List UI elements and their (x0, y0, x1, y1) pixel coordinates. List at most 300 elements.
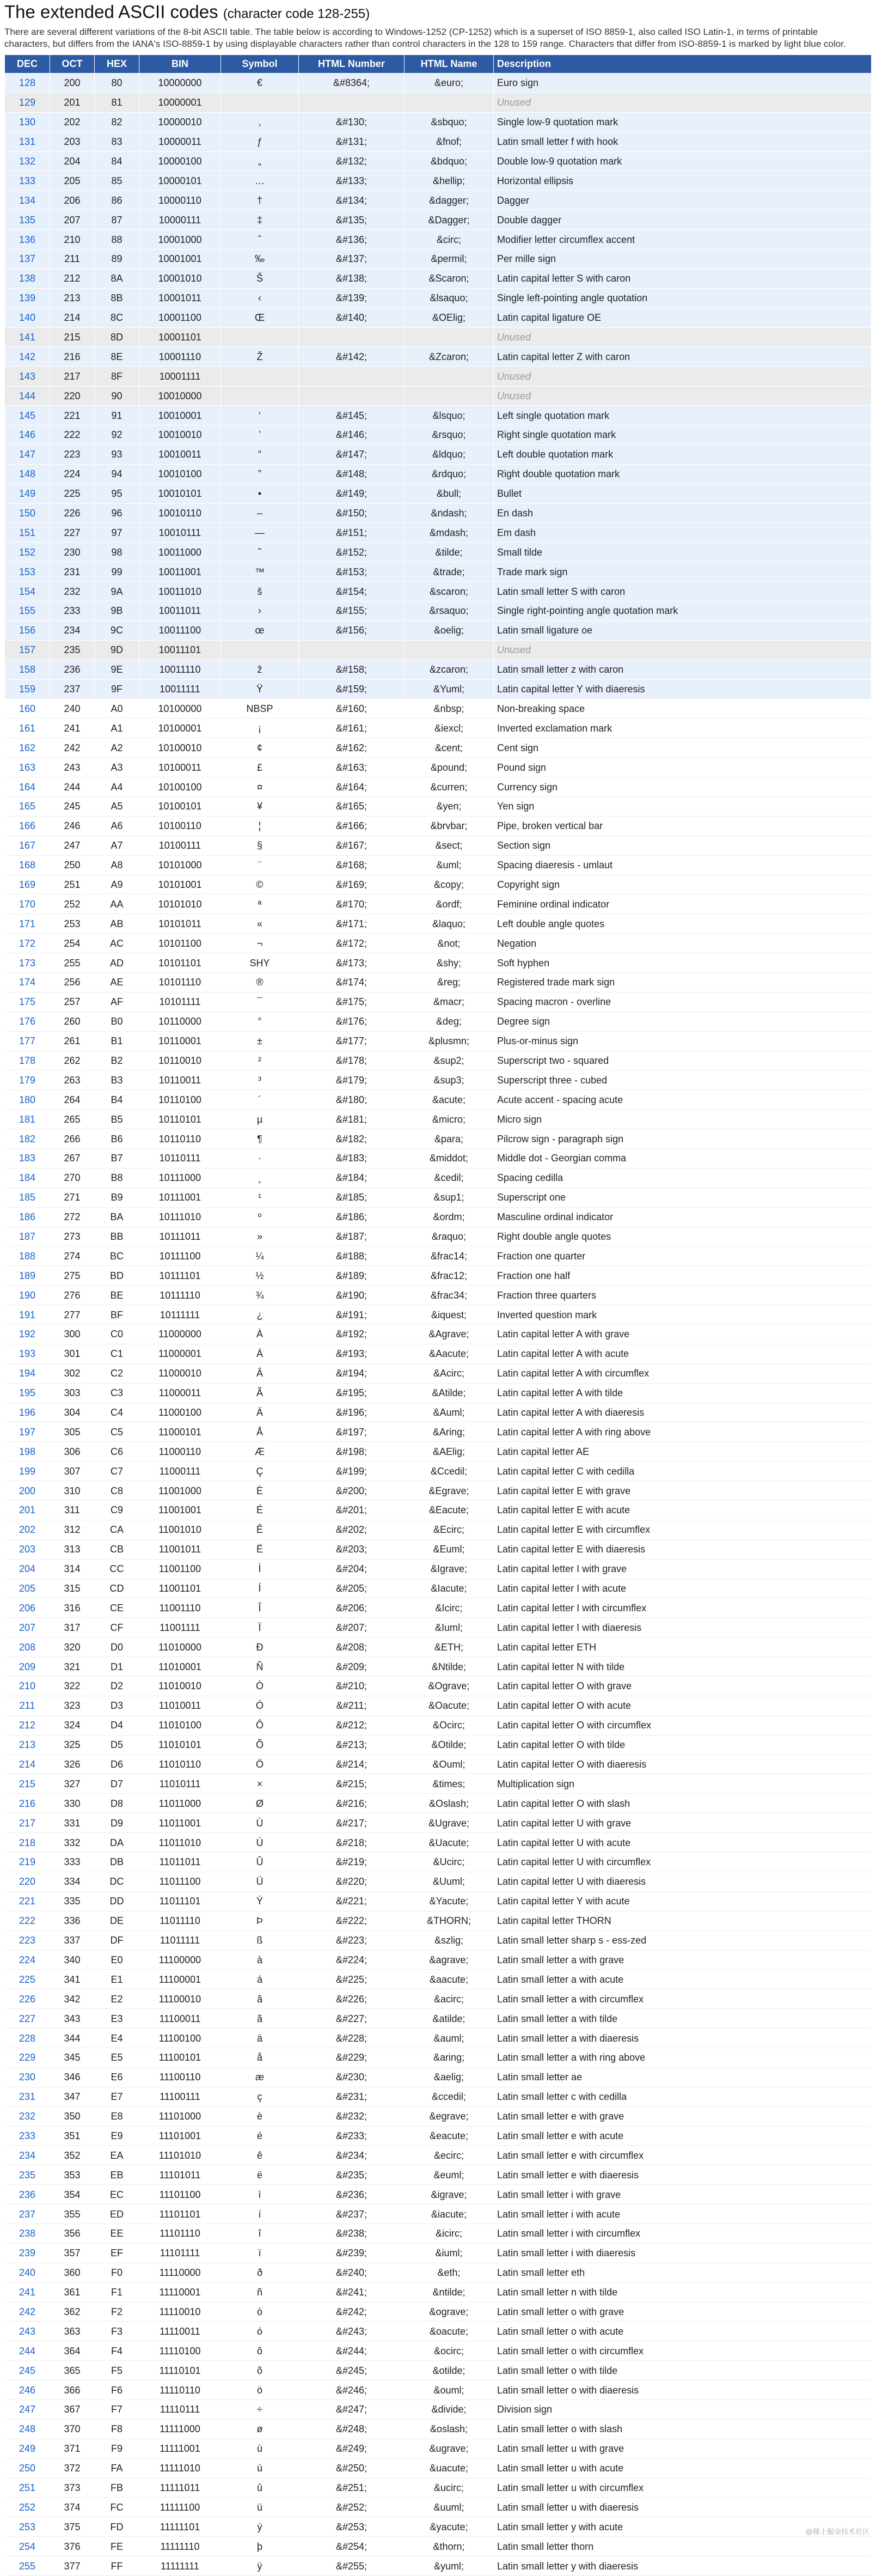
cell-hex: CE (95, 1598, 139, 1618)
cell-bin: 10000011 (139, 132, 221, 151)
cell-html-number: &#185; (299, 1187, 405, 1207)
cell-description: Pound sign (494, 758, 872, 777)
cell-dec: 232 (5, 2106, 50, 2126)
cell-html-number: &#227; (299, 2009, 405, 2029)
cell-dec: 224 (5, 1950, 50, 1970)
cell-oct: 273 (50, 1227, 95, 1246)
cell-description: Latin capital letter A with diaeresis (494, 1403, 872, 1422)
cell-bin: 10001010 (139, 269, 221, 288)
cell-symbol: ¥ (221, 796, 299, 816)
cell-oct: 333 (50, 1853, 95, 1872)
cell-symbol: ¢ (221, 738, 299, 758)
cell-dec: 149 (5, 484, 50, 503)
cell-dec: 204 (5, 1559, 50, 1579)
cell-dec: 177 (5, 1031, 50, 1051)
table-row (5, 1735, 872, 1755)
cell-html-number: &#217; (299, 1813, 405, 1833)
cell-hex: E8 (95, 2106, 139, 2126)
cell-bin: 10110110 (139, 1129, 221, 1149)
cell-hex: F0 (95, 2263, 139, 2282)
cell-html-number: &#146; (299, 425, 405, 445)
cell-description: Latin capital letter I with circumflex (494, 1598, 872, 1618)
cell-dec: 220 (5, 1872, 50, 1891)
cell-bin: 10100100 (139, 777, 221, 797)
cell-html-number: &#173; (299, 953, 405, 973)
cell-html-name: &Ouml; (405, 1755, 494, 1774)
cell-symbol: ‡ (221, 210, 299, 230)
cell-description: Latin small letter i with acute (494, 2204, 872, 2224)
title-text: The extended ASCII codes (4, 2, 218, 22)
cell-oct: 260 (50, 1012, 95, 1031)
cell-html-number: &#249; (299, 2439, 405, 2458)
cell-html-number: &#243; (299, 2322, 405, 2341)
cell-dec: 205 (5, 1579, 50, 1598)
cell-symbol: ä (221, 2029, 299, 2048)
cell-description: Latin small letter thorn (494, 2537, 872, 2556)
cell-hex: EA (95, 2146, 139, 2165)
cell-html-number: &#219; (299, 1853, 405, 1872)
cell-oct: 331 (50, 1813, 95, 1833)
cell-symbol: å (221, 2048, 299, 2067)
cell-html-name: &fnof; (405, 132, 494, 151)
cell-html-name: &ograve; (405, 2302, 494, 2322)
cell-oct: 335 (50, 1891, 95, 1911)
cell-dec: 188 (5, 1246, 50, 1266)
cell-bin: 10001100 (139, 308, 221, 327)
cell-html-number: &#161; (299, 718, 405, 738)
cell-oct: 304 (50, 1403, 95, 1422)
cell-hex: F7 (95, 2400, 139, 2419)
cell-html-name: &Aring; (405, 1422, 494, 1442)
table-row (5, 2498, 872, 2517)
table-row (5, 2341, 872, 2361)
cell-bin: 10110111 (139, 1148, 221, 1168)
cell-html-name: &THORN; (405, 1911, 494, 1931)
cell-hex: FE (95, 2537, 139, 2556)
cell-oct: 344 (50, 2029, 95, 2048)
cell-html-name: &ndash; (405, 503, 494, 523)
cell-symbol: ó (221, 2322, 299, 2341)
table-row (5, 1501, 872, 1520)
cell-bin: 11001101 (139, 1579, 221, 1598)
cell-html-number: &#224; (299, 1950, 405, 1970)
cell-hex: A2 (95, 738, 139, 758)
cell-html-number: &#225; (299, 1970, 405, 1989)
table-row (5, 1618, 872, 1637)
cell-html-number: &#239; (299, 2243, 405, 2263)
cell-hex: FB (95, 2478, 139, 2498)
cell-dec: 254 (5, 2537, 50, 2556)
cell-description: Latin small letter e with circumflex (494, 2146, 872, 2165)
cell-hex: 9E (95, 660, 139, 679)
cell-oct: 236 (50, 660, 95, 679)
cell-bin: 11011011 (139, 1853, 221, 1872)
cell-hex: BC (95, 1246, 139, 1266)
cell-symbol: À (221, 1325, 299, 1344)
cell-html-name: &Egrave; (405, 1481, 494, 1501)
cell-dec: 187 (5, 1227, 50, 1246)
table-row (5, 1931, 872, 1950)
cell-html-name: &ouml; (405, 2380, 494, 2400)
cell-html-number: &#167; (299, 836, 405, 855)
table-row (5, 1774, 872, 1794)
cell-html-number: &#244; (299, 2341, 405, 2361)
table-row (5, 191, 872, 210)
table-row (5, 2419, 872, 2439)
cell-oct: 230 (50, 543, 95, 562)
cell-dec: 212 (5, 1715, 50, 1735)
cell-hex: AF (95, 992, 139, 1012)
cell-bin: 10100111 (139, 836, 221, 855)
cell-html-name: &ugrave; (405, 2439, 494, 2458)
table-row (5, 230, 872, 249)
cell-oct: 261 (50, 1031, 95, 1051)
cell-dec: 153 (5, 562, 50, 582)
cell-html-number: &#183; (299, 1148, 405, 1168)
cell-html-number: &#230; (299, 2067, 405, 2087)
cell-hex: CB (95, 1539, 139, 1559)
cell-oct: 215 (50, 327, 95, 347)
cell-symbol: È (221, 1481, 299, 1501)
cell-hex: B3 (95, 1070, 139, 1090)
cell-hex: E7 (95, 2087, 139, 2106)
cell-hex: D3 (95, 1696, 139, 1715)
cell-bin: 11001110 (139, 1598, 221, 1618)
cell-dec: 206 (5, 1598, 50, 1618)
cell-html-number: &#176; (299, 1012, 405, 1031)
cell-description: Left single quotation mark (494, 406, 872, 425)
cell-html-name (405, 93, 494, 112)
cell-dec: 192 (5, 1325, 50, 1344)
table-row (5, 2361, 872, 2380)
cell-oct: 323 (50, 1696, 95, 1715)
cell-description: Latin capital letter E with diaeresis (494, 1539, 872, 1559)
cell-description: Soft hyphen (494, 953, 872, 973)
cell-dec: 244 (5, 2341, 50, 2361)
cell-html-number: &#170; (299, 894, 405, 914)
table-row (5, 562, 872, 582)
cell-hex: F8 (95, 2419, 139, 2439)
cell-html-number: &#131; (299, 132, 405, 151)
cell-symbol: ¹ (221, 1187, 299, 1207)
cell-oct: 332 (50, 1833, 95, 1853)
cell-bin: 11010100 (139, 1715, 221, 1735)
cell-hex: 88 (95, 230, 139, 249)
cell-symbol: ú (221, 2458, 299, 2478)
cell-bin: 11111000 (139, 2419, 221, 2439)
cell-hex: 9A (95, 582, 139, 601)
cell-html-name: &euro; (405, 74, 494, 93)
cell-oct: 202 (50, 112, 95, 132)
cell-oct: 263 (50, 1070, 95, 1090)
cell-oct: 314 (50, 1559, 95, 1579)
cell-description: Fraction one quarter (494, 1246, 872, 1266)
cell-description: En dash (494, 503, 872, 523)
cell-description: Latin capital letter U with circumflex (494, 1853, 872, 1872)
cell-html-name: &ordf; (405, 894, 494, 914)
cell-hex: F6 (95, 2380, 139, 2400)
cell-html-name: &hellip; (405, 171, 494, 191)
cell-hex: F5 (95, 2361, 139, 2380)
cell-hex: C5 (95, 1422, 139, 1442)
cell-symbol: ™ (221, 562, 299, 582)
cell-description: Per mille sign (494, 249, 872, 269)
cell-description: Multiplication sign (494, 1774, 872, 1794)
cell-description: Bullet (494, 484, 872, 503)
cell-bin: 10010100 (139, 464, 221, 484)
cell-html-name: &nbsp; (405, 699, 494, 718)
cell-description: Single left-pointing angle quotation (494, 288, 872, 308)
cell-symbol: Å (221, 1422, 299, 1442)
cell-description: Latin capital letter O with acute (494, 1696, 872, 1715)
cell-description: Yen sign (494, 796, 872, 816)
table-row (5, 484, 872, 503)
cell-html-number: &#155; (299, 601, 405, 621)
cell-description: Horizontal ellipsis (494, 171, 872, 191)
cell-oct: 243 (50, 758, 95, 777)
cell-symbol: Â (221, 1363, 299, 1383)
cell-html-number: &#246; (299, 2380, 405, 2400)
table-row (5, 1911, 872, 1931)
cell-html-number: &#193; (299, 1344, 405, 1363)
cell-description: Latin capital letter A with grave (494, 1325, 872, 1344)
cell-symbol: Æ (221, 1442, 299, 1461)
cell-html-name: &ntilde; (405, 2282, 494, 2302)
cell-html-number: &#179; (299, 1070, 405, 1090)
cell-symbol: ´ (221, 1090, 299, 1110)
table-row (5, 249, 872, 269)
cell-html-name: &Auml; (405, 1403, 494, 1422)
cell-hex: AD (95, 953, 139, 973)
table-row (5, 2302, 872, 2322)
cell-dec: 218 (5, 1833, 50, 1853)
cell-dec: 175 (5, 992, 50, 1012)
cell-oct: 325 (50, 1735, 95, 1755)
cell-oct: 204 (50, 151, 95, 171)
table-row (5, 1090, 872, 1110)
cell-bin: 11010111 (139, 1774, 221, 1794)
cell-oct: 321 (50, 1657, 95, 1677)
cell-html-name: &Uuml; (405, 1872, 494, 1891)
cell-bin: 11000010 (139, 1363, 221, 1383)
cell-description: Latin small letter a with diaeresis (494, 2029, 872, 2048)
table-row (5, 74, 872, 93)
cell-html-number: &#250; (299, 2458, 405, 2478)
cell-hex: C7 (95, 1461, 139, 1481)
cell-hex: E4 (95, 2029, 139, 2048)
cell-hex: 8E (95, 347, 139, 367)
table-row (5, 1559, 872, 1579)
cell-html-number: &#232; (299, 2106, 405, 2126)
cell-dec: 211 (5, 1696, 50, 1715)
cell-oct: 221 (50, 406, 95, 425)
cell-dec: 146 (5, 425, 50, 445)
ascii-table (4, 54, 872, 2576)
cell-oct: 376 (50, 2537, 95, 2556)
cell-description: Superscript two - squared (494, 1051, 872, 1070)
cell-html-name: &Icirc; (405, 1598, 494, 1618)
cell-html-name: &brvbar; (405, 816, 494, 836)
cell-bin: 10001110 (139, 347, 221, 367)
cell-dec: 178 (5, 1051, 50, 1070)
cell-html-name: &frac12; (405, 1266, 494, 1286)
cell-description: Latin small ligature oe (494, 620, 872, 640)
cell-dec: 222 (5, 1911, 50, 1931)
cell-html-name: &permil; (405, 249, 494, 269)
cell-bin: 10011110 (139, 660, 221, 679)
cell-description: Right double quotation mark (494, 464, 872, 484)
cell-hex: 9C (95, 620, 139, 640)
cell-symbol: Ð (221, 1637, 299, 1657)
cell-hex: B7 (95, 1148, 139, 1168)
cell-hex: 96 (95, 503, 139, 523)
cell-symbol (221, 367, 299, 386)
cell-oct: 242 (50, 738, 95, 758)
cell-symbol: Ì (221, 1559, 299, 1579)
cell-bin: 11001000 (139, 1481, 221, 1501)
cell-dec: 185 (5, 1187, 50, 1207)
cell-html-number: &#136; (299, 230, 405, 249)
cell-symbol: ¬ (221, 934, 299, 953)
cell-html-name: &cent; (405, 738, 494, 758)
cell-html-name (405, 327, 494, 347)
cell-dec: 168 (5, 855, 50, 875)
cell-symbol: € (221, 74, 299, 93)
table-row (5, 2087, 872, 2106)
cell-oct: 262 (50, 1051, 95, 1070)
cell-html-name: &reg; (405, 972, 494, 992)
cell-bin: 10001111 (139, 367, 221, 386)
cell-dec: 248 (5, 2419, 50, 2439)
cell-html-number: &#158; (299, 660, 405, 679)
cell-bin: 10001000 (139, 230, 221, 249)
table-row (5, 1383, 872, 1403)
cell-description: Superscript one (494, 1187, 872, 1207)
cell-description: Unused (494, 367, 872, 386)
table-row (5, 1110, 872, 1129)
table-row (5, 1891, 872, 1911)
cell-symbol: æ (221, 2067, 299, 2087)
cell-hex: EE (95, 2224, 139, 2243)
cell-oct: 216 (50, 347, 95, 367)
table-row (5, 1677, 872, 1696)
cell-dec: 227 (5, 2009, 50, 2029)
table-row (5, 503, 872, 523)
cell-hex: F1 (95, 2282, 139, 2302)
cell-html-number: &#195; (299, 1383, 405, 1403)
table-row (5, 1696, 872, 1715)
cell-bin: 10011100 (139, 620, 221, 640)
cell-description: Latin small letter u with diaeresis (494, 2498, 872, 2517)
cell-description: Latin small letter S with caron (494, 582, 872, 601)
cell-oct: 326 (50, 1755, 95, 1774)
table-row (5, 1129, 872, 1149)
cell-bin: 10110100 (139, 1090, 221, 1110)
cell-dec: 238 (5, 2224, 50, 2243)
table-row (5, 1246, 872, 1266)
cell-oct: 355 (50, 2204, 95, 2224)
cell-hex: 90 (95, 386, 139, 406)
cell-html-number: &#255; (299, 2556, 405, 2576)
cell-symbol: ö (221, 2380, 299, 2400)
cell-hex: DB (95, 1853, 139, 1872)
cell-hex: B5 (95, 1110, 139, 1129)
cell-symbol: Œ (221, 308, 299, 327)
cell-dec: 243 (5, 2322, 50, 2341)
cell-symbol: ¦ (221, 816, 299, 836)
cell-oct: 234 (50, 620, 95, 640)
cell-html-number: &#252; (299, 2498, 405, 2517)
cell-description: Latin small letter e with acute (494, 2126, 872, 2146)
cell-html-number: &#235; (299, 2165, 405, 2185)
cell-oct: 350 (50, 2106, 95, 2126)
cell-oct: 315 (50, 1579, 95, 1598)
cell-bin: 10000110 (139, 191, 221, 210)
cell-dec: 144 (5, 386, 50, 406)
table-row (5, 2400, 872, 2419)
cell-description: Latin small letter y with acute (494, 2517, 872, 2537)
cell-oct: 227 (50, 523, 95, 543)
cell-bin: 11010011 (139, 1696, 221, 1715)
cell-html-number: &#253; (299, 2517, 405, 2537)
cell-hex: E6 (95, 2067, 139, 2087)
cell-bin: 10100010 (139, 738, 221, 758)
cell-description: Latin capital letter ETH (494, 1637, 872, 1657)
cell-symbol: › (221, 601, 299, 621)
cell-html-name: &middot; (405, 1148, 494, 1168)
table-row (5, 953, 872, 973)
table-row (5, 1422, 872, 1442)
cell-bin: 10010111 (139, 523, 221, 543)
cell-bin: 11011101 (139, 1891, 221, 1911)
table-row (5, 1950, 872, 1970)
cell-dec: 186 (5, 1207, 50, 1227)
cell-hex: B8 (95, 1168, 139, 1187)
table-row (5, 1970, 872, 1989)
cell-bin: 11000100 (139, 1403, 221, 1422)
cell-symbol: š (221, 582, 299, 601)
cell-hex: BD (95, 1266, 139, 1286)
cell-dec: 221 (5, 1891, 50, 1911)
cell-oct: 301 (50, 1344, 95, 1363)
cell-dec: 157 (5, 640, 50, 660)
cell-hex: 9F (95, 679, 139, 699)
cell-symbol: ü (221, 2498, 299, 2517)
table-row (5, 1989, 872, 2009)
cell-description: Latin small letter a with circumflex (494, 1989, 872, 2009)
cell-html-number: &#175; (299, 992, 405, 1012)
cell-bin: 11001100 (139, 1559, 221, 1579)
cell-dec: 182 (5, 1129, 50, 1149)
cell-symbol: Ô (221, 1715, 299, 1735)
cell-html-name: &Scaron; (405, 269, 494, 288)
cell-description: Pilcrow sign - paragraph sign (494, 1129, 872, 1149)
cell-bin: 10111011 (139, 1227, 221, 1246)
cell-html-number: &#221; (299, 1891, 405, 1911)
cell-symbol: ¾ (221, 1286, 299, 1305)
cell-oct: 253 (50, 914, 95, 934)
cell-html-number: &#226; (299, 1989, 405, 2009)
cell-html-name: &aacute; (405, 1970, 494, 1989)
cell-bin: 10000010 (139, 112, 221, 132)
cell-symbol (221, 640, 299, 660)
cell-html-name: &Oslash; (405, 1794, 494, 1813)
cell-symbol: ‹ (221, 288, 299, 308)
cell-oct: 226 (50, 503, 95, 523)
table-row (5, 758, 872, 777)
cell-symbol: ® (221, 972, 299, 992)
cell-hex: 97 (95, 523, 139, 543)
